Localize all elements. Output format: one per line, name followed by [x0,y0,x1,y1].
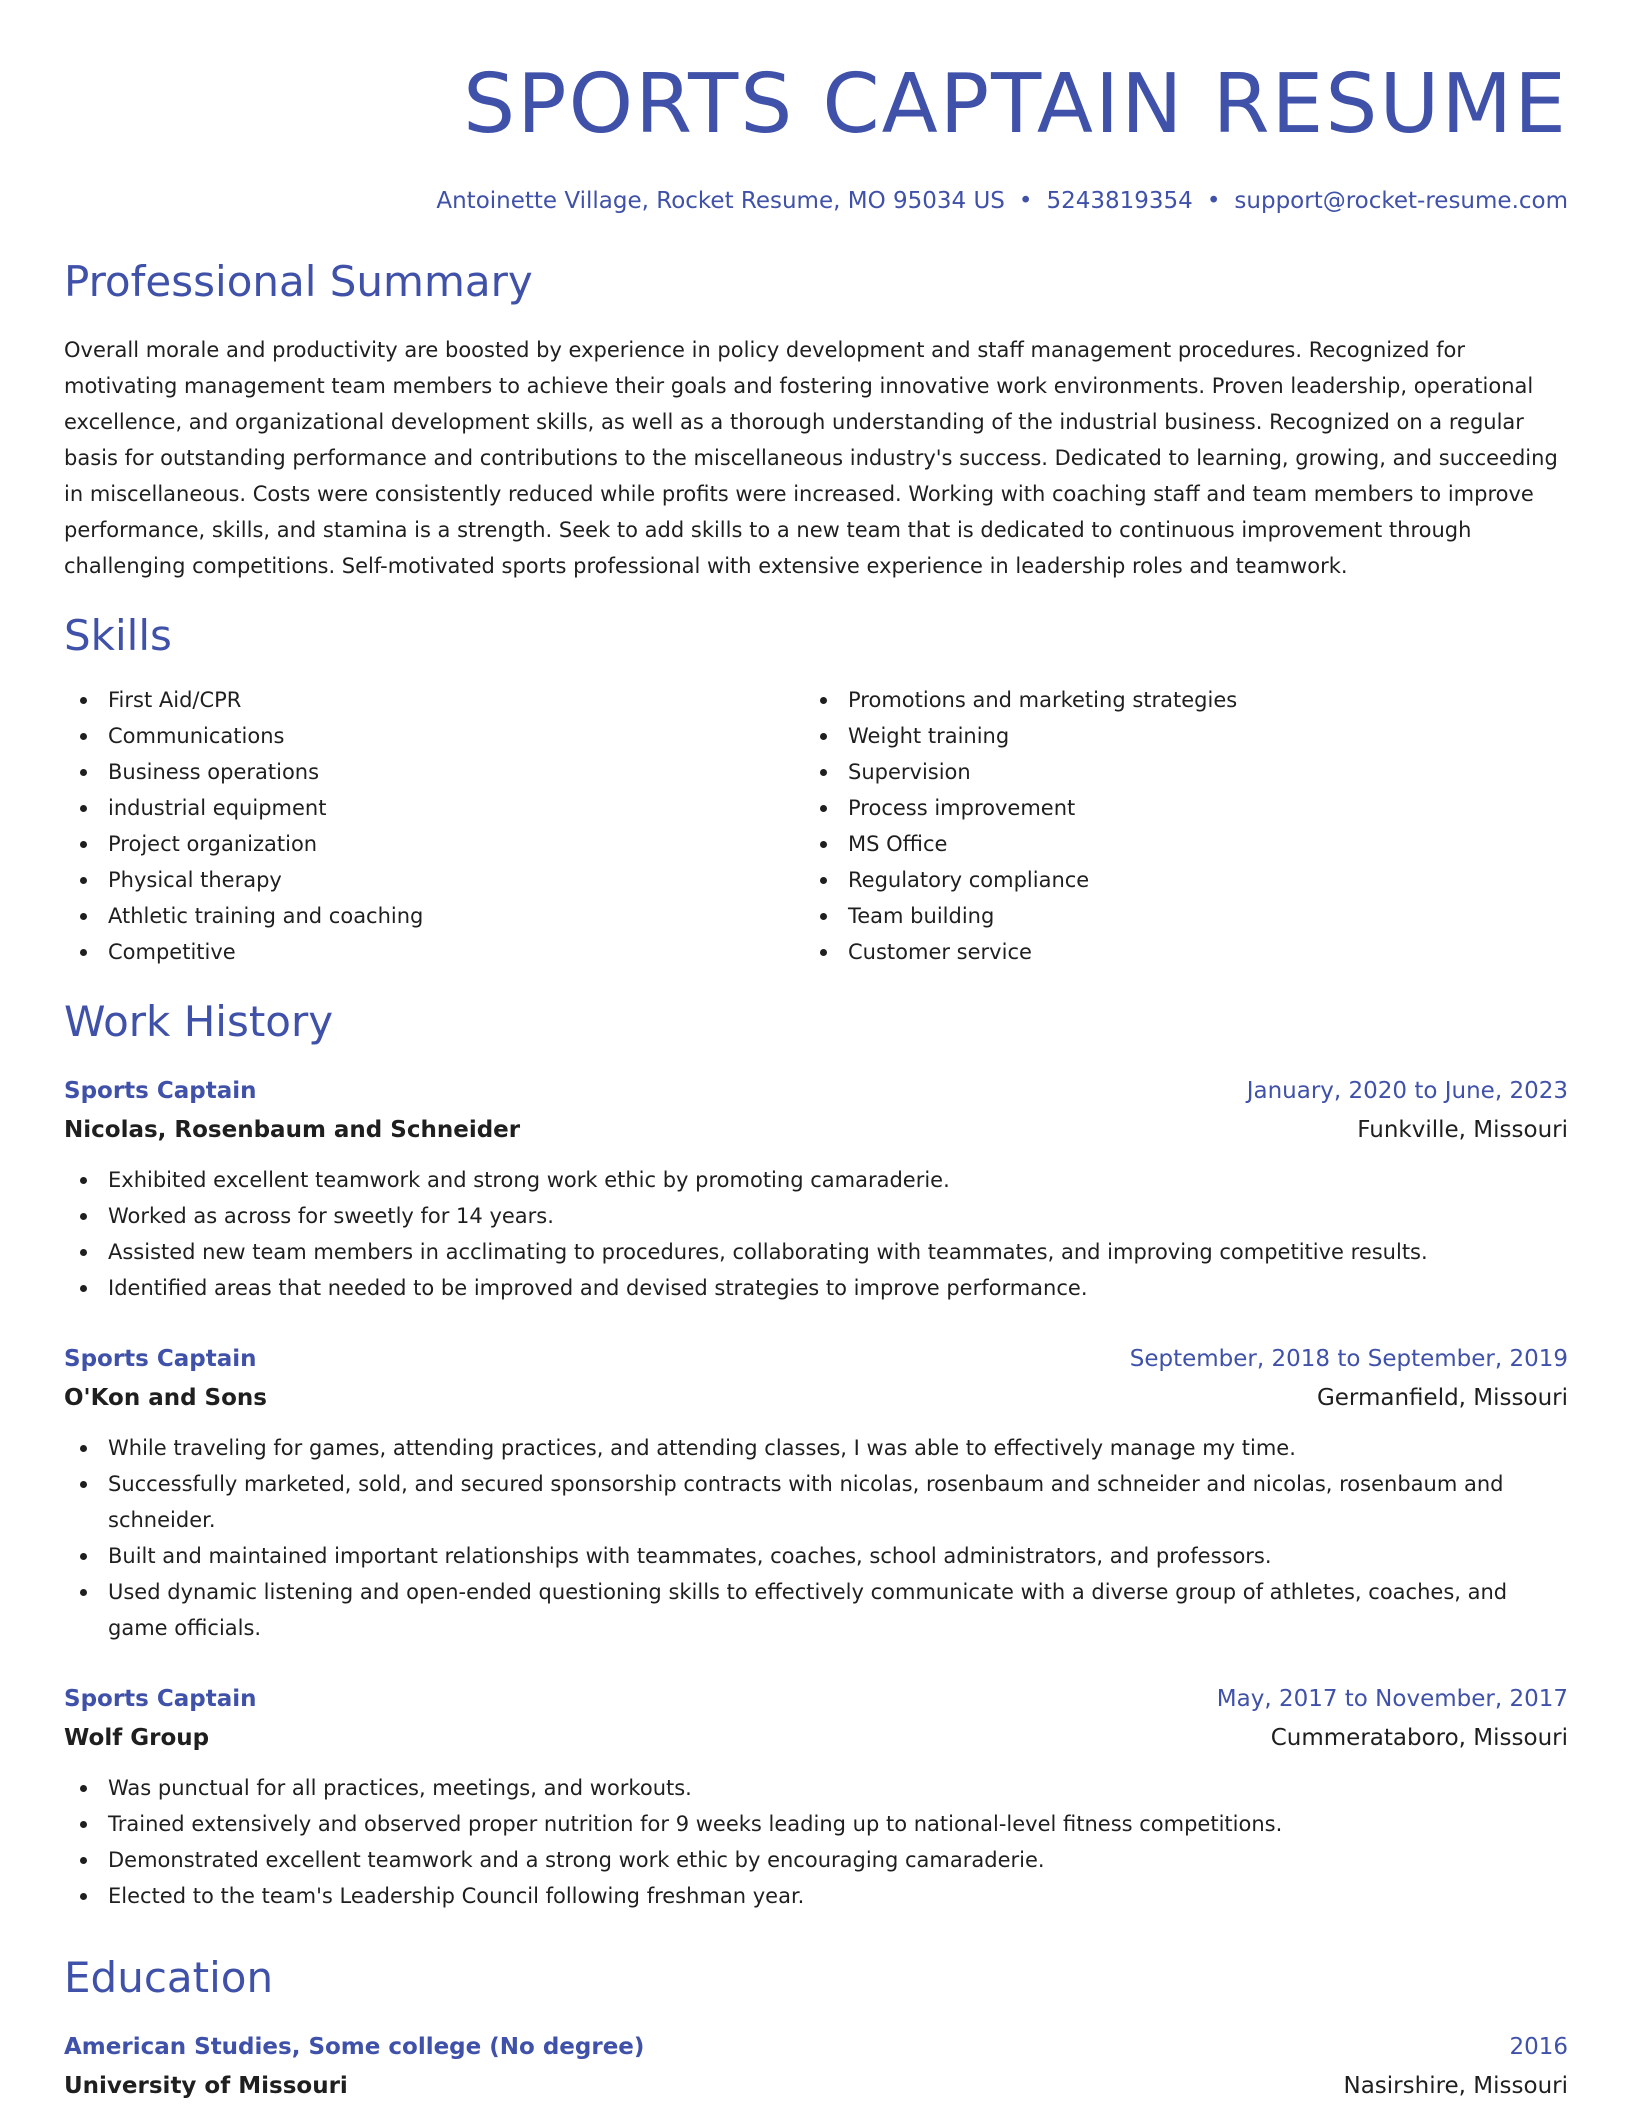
skill-item: Business operations [64,754,804,790]
skill-item: First Aid/CPR [64,682,804,718]
skill-item: Regulatory compliance [804,862,1544,898]
job-company: O'Kon and Sons [64,1385,267,1411]
job-dates: May, 2017 to November, 2017 [1216,1686,1568,1712]
skill-item: Team building [804,898,1544,934]
education-entry [64,2028,1568,2106]
job-dates: September, 2018 to September, 2019 [1129,1346,1568,1372]
job-header [64,1680,1568,1718]
summary-text: Overall morale and productivity are boosted by experience in policy development and staff management procedures. Recognized for motivating management team members to achieve their goals and fostering innovative work environments. Proven leadership, operational excellence, and organizational development skills, as well as a thorough understanding of the industrial business. Recognized on a regular basis for outstanding performance and contributions to the miscellaneous industry's success. Dedicated to learning, growing, and succeeding in miscellaneous. Costs were consistently reduced while profits were increased. Working with coaching staff and team members to improve performance, skills, and stamina is a strength. Seek to add skills to a new team that is dedicated to continuous improvement through challenging competitions. Self-motivated sports professional with extensive experience in leadership roles and teamwork. [64,338,1558,578]
job-dates: January, 2020 to June, 2023 [1246,1078,1568,1104]
skill-item: Promotions and marketing strategies [804,682,1544,718]
job-company: Wolf Group [64,1725,210,1751]
job-employer [64,1110,1568,1150]
job-location: Funkville, Missouri [1357,1117,1568,1143]
contact-address: Antoinette Village, Rocket Resume, MO 95034 US [436,188,1005,214]
section-heading-work-history: Work History [64,997,334,1046]
job-company: Nicolas, Rosenbaum and Schneider [64,1117,521,1143]
job-bullet: Trained extensively and observed proper nutrition for 9 weeks leading up to national-level fitness competitions. [64,1806,1568,1842]
section-heading-skills: Skills [64,611,172,660]
contact-phone: 5243819354 [1046,188,1193,214]
education-school-row [64,2066,1568,2106]
skill-item: Customer service [804,934,1544,970]
job-bullet: Identified areas that needed to be improved and devised strategies to improve performance. [64,1270,1568,1306]
job-bullet: Worked as across for sweetly for 14 years. [64,1198,1568,1234]
section-heading-summary: Professional Summary [64,257,533,306]
job-employer [64,1718,1568,1758]
job-entry [64,1072,1568,1306]
skill-item: Athletic training and coaching [64,898,804,934]
job-bullet: Successfully marketed, sold, and secured sponsorship contracts with nicolas, rosenbaum and schneider and nicolas, rosenbaum and schneider. [64,1466,1568,1538]
skill-item: Supervision [804,754,1544,790]
skill-item: Competitive [64,934,804,970]
job-bullet: Assisted new team members in acclimating to procedures, collaborating with teammates, and improving competitive results. [64,1234,1568,1270]
job-location: Germanfield, Missouri [1316,1385,1568,1411]
education-year: 2016 [1509,2034,1568,2060]
job-header [64,1340,1568,1378]
job-entry [64,1680,1568,1914]
skill-item: Communications [64,718,804,754]
contact-line [64,184,1568,218]
job-location: Cummerataboro, Missouri [1270,1725,1568,1751]
skill-item: Weight training [804,718,1544,754]
job-title: Sports Captain [64,1686,257,1712]
skill-item: industrial equipment [64,790,804,826]
job-bullets [64,1770,1568,1914]
education-school: University of Missouri [64,2073,348,2099]
education-location: Nasirshire, Missouri [1343,2073,1568,2099]
contact-separator: • [1206,188,1221,214]
job-entry [64,1340,1568,1646]
skill-item: MS Office [804,826,1544,862]
education-header [64,2028,1568,2066]
skills-column-right [804,682,1544,970]
contact-separator: • [1018,188,1033,214]
job-bullet: Elected to the team's Leadership Council following freshman year. [64,1878,1568,1914]
job-bullet: Demonstrated excellent teamwork and a strong work ethic by encouraging camaraderie. [64,1842,1568,1878]
job-bullets [64,1162,1568,1306]
job-bullet: Exhibited excellent teamwork and strong work ethic by promoting camaraderie. [64,1162,1568,1198]
job-bullet: While traveling for games, attending practices, and attending classes, I was able to effectively manage my time. [64,1430,1568,1466]
skill-item: Process improvement [804,790,1544,826]
job-bullet: Used dynamic listening and open-ended questioning skills to effectively communicate with a diverse group of athletes, coaches, and game officials. [64,1574,1568,1646]
job-employer [64,1378,1568,1418]
education-degree: American Studies, Some college (No degree) [64,2034,645,2060]
resume-title: SPORTS CAPTAIN RESUME [463,57,1568,152]
job-title: Sports Captain [64,1078,257,1104]
job-bullet: Built and maintained important relationships with teammates, coaches, school administrators, and professors. [64,1538,1568,1574]
section-heading-education: Education [64,1953,274,2002]
job-header [64,1072,1568,1110]
skill-item: Physical therapy [64,862,804,898]
job-bullets [64,1430,1568,1646]
skills-column-left [64,682,804,970]
skill-item: Project organization [64,826,804,862]
job-bullet: Was punctual for all practices, meetings, and workouts. [64,1770,1568,1806]
skills-list [64,682,1568,970]
contact-email[interactable]: support@rocket-resume.com [1234,188,1568,214]
job-title: Sports Captain [64,1346,257,1372]
